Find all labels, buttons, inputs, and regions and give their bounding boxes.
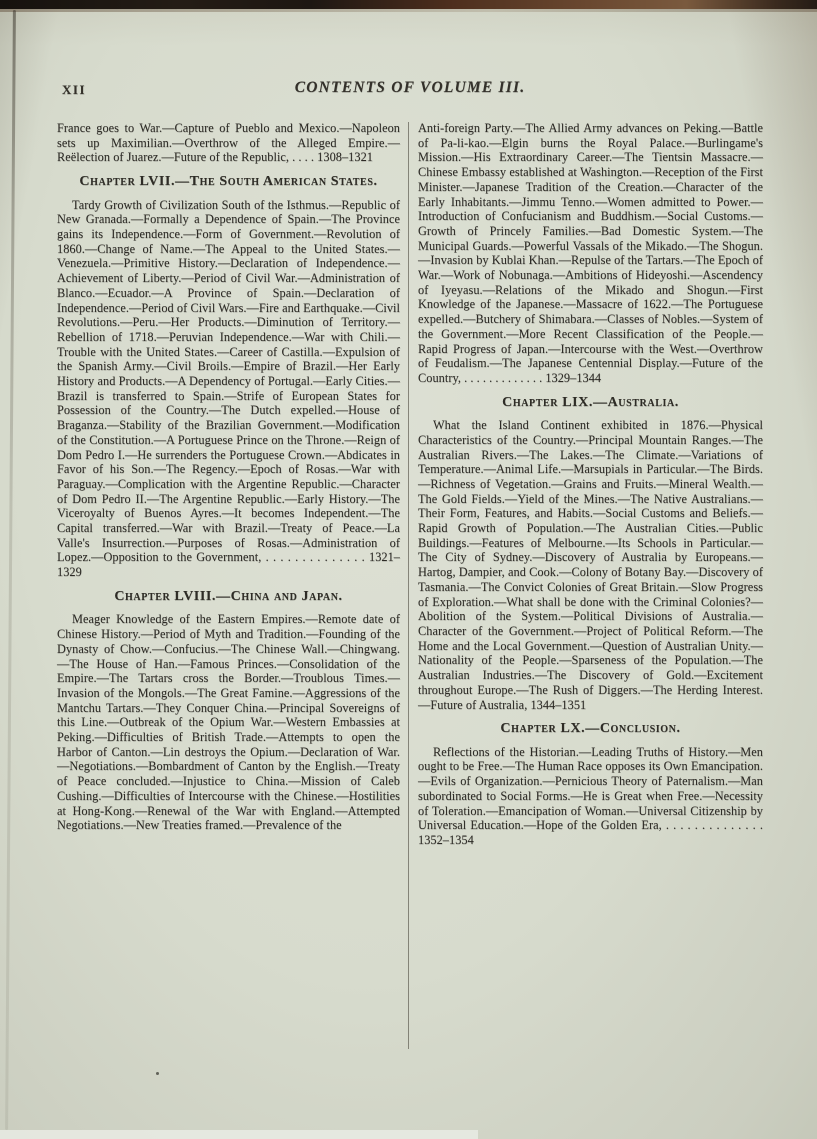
right-column (418, 121, 763, 849)
chapter-heading: Chapter LVIII.—China and Japan. (114, 588, 343, 604)
ink-speck (156, 1072, 159, 1075)
scan-bottom-edge (0, 1130, 478, 1139)
scan-top-edge-shadow (0, 9, 817, 12)
table-of-contents (57, 121, 763, 849)
toc-paragraph: Anti-foreign Party.—The Allied Army advances on Peking.—Battle of Pa-li-kao.—Elgin burns the Royal Palace.—Burlingame's Mission.—His Extraordinary Career.—The Tientsin Massacre.—Chinese Embassy established at Washington.—Reception of the First Minister.—Japanese Tradition of the Creation.—Character of the Early Inhabitants.—Jimmu Tenno.—Women admitted to Power.—Introduction of Confucianism and Buddhism.—Social Customs.—Growth of Princely Families.—Bad Domestic System.—The Municipal Guards.—Powerful Vassals of the Mikado.—The Shogun.—Invasion by Kublai Khan.—Repulse of the Tartars.—The Epoch of War.—Work of Nobunaga.—Ambitions of Hideyoshi.—Ascendency of Iyeyasu.—Relations of the Mikado and Shogun.—First Knowledge of the Japanese.—Massacre of 1622.—The Portuguese expelled.—Butchery of Shimabara.—Classes of Nobles.—System of the Government.—More Recent Classification of the People.—Rapid Progress of Japan.—Intercourse with the West.—Overthrow of Feudalism.—The Japanese Centennial Display.—Future of the Country, . . . . . . . . . . . . . 1329–1344 (418, 121, 763, 385)
chapter-heading: Chapter LX.—Conclusion. (500, 721, 681, 737)
toc-paragraph: Reflections of the Historian.—Leading Truths of History.—Men ought to be Free.—The Human Race opposes its Own Emancipation.—Evils of Organization.—Pernicious Theory of Paternalism.—Man subordinated to Social Forms.—He is Great when Free.—Necessity of Toleration.—Emancipation of Woman.—Universal Citizenship by Universal Education.—Hope of the Golden Era, . . . . . . . . . . . . . . 1352–1354 (418, 744, 763, 847)
scan-top-edge-bar (0, 0, 817, 9)
toc-paragraph: France goes to War.—Capture of Pueblo and Mexico.—Napoleon sets up Maximilian.—Overthrow of the Alleged Empire.—Reëlection of Juarez.—Future of the Republic, . . . . 1308–1321 (57, 121, 400, 165)
chapter-heading: Chapter LIX.—Australia. (502, 394, 679, 410)
toc-paragraph: What the Island Continent exhibited in 1876.—Physical Characteristics of the Country.—Principal Mountain Ranges.—The Australian Rivers.—The Lakes.—The Climate.—Variations of Temperature.—Animal Life.—Marsupials in Particular.—The Birds.—Richness of Vegetation.—Grains and Fruits.—Mineral Wealth.—The Gold Fields.—Yield of the Mines.—The Native Australians.—Their Form, Features, and Habits.—Social Customs and Beliefs.—Rapid Growth of Population.—The Australian Cities.—Public Buildings.—Features of Melbourne.—Its Schools in Particular.—The City of Sydney.—Discovery of Australia by Europeans.—Hartog, Dampier, and Cook.—Colony of Botany Bay.—Discovery of Tasmania.—The Convict Colonies of Great Britain.—Slow Progress of Exploration.—What shall be done with the Criminal Colonies?—Abolition of the System.—Political Divisions of Australia.—Character of the Government.—Project of Political Reform.—The Home and the Local Government.—Question of Australian Unity.—Nationality of the People.—Sparseness of the Population.—The Australian Industries.—The Discovery of Gold.—Excitement throughout Europe.—The Rush of Diggers.—The Herding Interest.—Future of Australia, 1344–1351 (418, 418, 763, 712)
chapter-heading: Chapter LVII.—The South American States. (79, 174, 378, 190)
left-column (57, 121, 400, 849)
toc-paragraph: Tardy Growth of Civilization South of the Isthmus.—Republic of New Granada.—Formally a Dependence of Spain.—The Province gains its Independence.—Form of Government.—Revolution of 1860.—Change of Name.—The Appeal to the United States.—Venezuela.—Primitive History.—Declaration of Independence.—Achievement of Liberty.—Period of Civil War.—Administration of Blanco.—Ecuador.—A Province of Spain.—Declaration of Independence.—Period of Civil Wars.—Fire and Earthquake.—Civil Revolutions.—Peru.—Her Products.—Diminution of Territory.—Rebellion of 1718.—Peruvian Independence.—War with Chili.—Trouble with the United States.—Career of Castilla.—Expulsion of the Spanish Army.—Civil Broils.—Empire of Brazil.—Her Early History and Products.—A Dependency of Portugal.—Early Cities.—Brazil is transferred to Spain.—Strife of European States for Possession of the Country.—The Dutch expelled.—House of Braganza.—Stability of the Brazilian Government.—Modification of the Constitution.—A Portuguese Prince on the Throne.—Reign of Dom Pedro I.—He surrenders the Portuguese Crown.—Abdicates in Favor of his Son.—The Regency.—Epoch of Rosas.—War with Paraguay.—Complication with the Argentine Republic.—Character of Dom Pedro II.—The Argentine Republic.—Early History.—The Viceroyalty of Buenos Ayres.—It becomes Independent.—The Capital transferred.—War with Brazil.—Treaty of Peace.—La Valle's Insurrection.—Purposes of Rosas.—Administration of Lopez.—Opposition to the Government, . . . . . . . . . . . . . . 1321–1329 (57, 197, 400, 580)
page-number: XII (62, 82, 87, 97)
page-title: CONTENTS OF VOLUME III. (294, 79, 526, 96)
page-gutter-line (5, 10, 16, 1130)
toc-paragraph: Meager Knowledge of the Eastern Empires.—Remote date of Chinese History.—Period of Myth and Tradition.—Founding of the Dynasty of Chow.—Confucius.—The Chinese Wall.—Chingwang.—The House of Han.—Famous Princes.—Consolidation of the Empire.—The Tartars cross the Border.—Troublous Times.—Invasion of the Mongols.—The Great Famine.—Aggressions of the Mantchu Tartars.—They Conquer China.—Principal Sovereigns of this Line.—Outbreak of the Opium War.—Western Embassies at Peking.—Difficulties of British Trade.—Attempts to open the Harbor of Canton.—Lin destroys the Opium.—Declaration of War.—Negotiations.—Bombardment of Canton by the English.—Treaty of Peace concluded.—Injustice to China.—Mission of Caleb Cushing.—Difficulties of Intercourse with the Chinese.—Hostilities at Hong-Kong.—Renewal of the War with England.—Attempted Negotiations.—New Treaties framed.—Prevalence of the (57, 612, 400, 833)
